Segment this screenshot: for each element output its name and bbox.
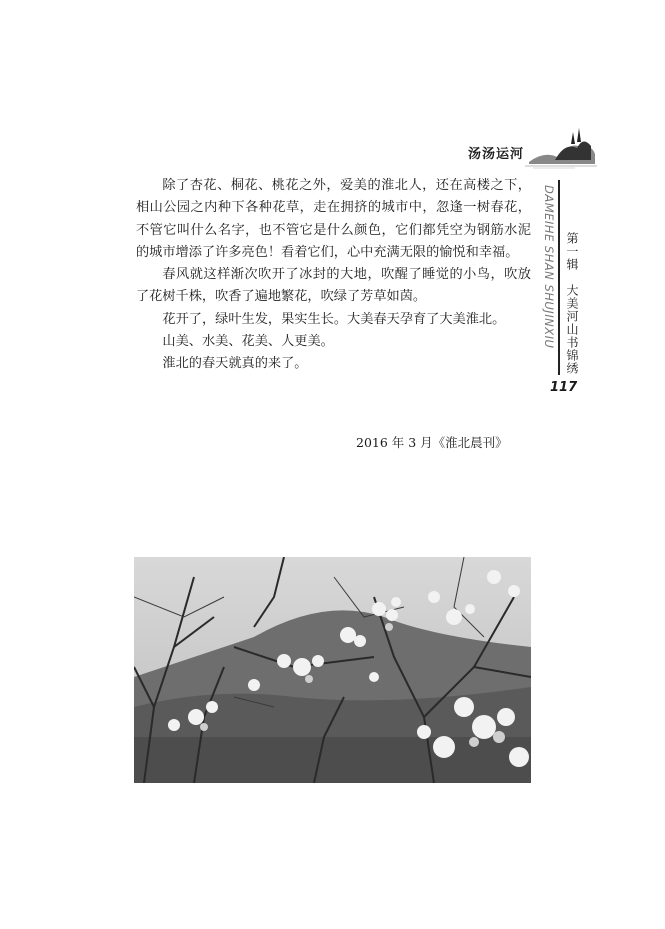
paragraph: 除了杏花、桐花、桃花之外，爱美的淮北人，还在高楼之下，相山公园之内种下各种花草，走在拥挤的城市中，忽逢一树春花，不管它叫什么名字，也不管它是什么颜色，它们都凭空为钢筋水泥的城市增添了许多亮色！看着它们，心中充满无限的愉悦和幸福。 [136,178,531,260]
side-divider [558,180,560,375]
ink-landscape-icon [525,120,597,170]
header-title: 汤汤运河 [468,147,525,162]
publication-date: 2016 年 3 月《淮北晨刊》 [356,435,508,450]
blossoming-tree-photo [134,557,531,783]
paragraph: 春风就这样渐次吹开了冰封的大地，吹醒了睡觉的小鸟，吹放了花树千株，吹香了遍地繁花，吹绿了芳草如茵。 [136,267,531,305]
side-pinyin-title: DAMEIHE SHAN SHUJINXIU [542,185,556,349]
page-number: 117 [550,380,578,395]
article-body [136,175,531,376]
paragraph: 山美、水美、花美、人更美。 [162,334,334,350]
side-chapter-title: 第一辑 大美河山书锦绣 [565,232,579,375]
paragraph: 淮北的春天就真的来了。 [162,356,308,372]
paragraph: 花开了，绿叶生发，果实生长。大美春天孕育了大美淮北。 [162,311,506,327]
